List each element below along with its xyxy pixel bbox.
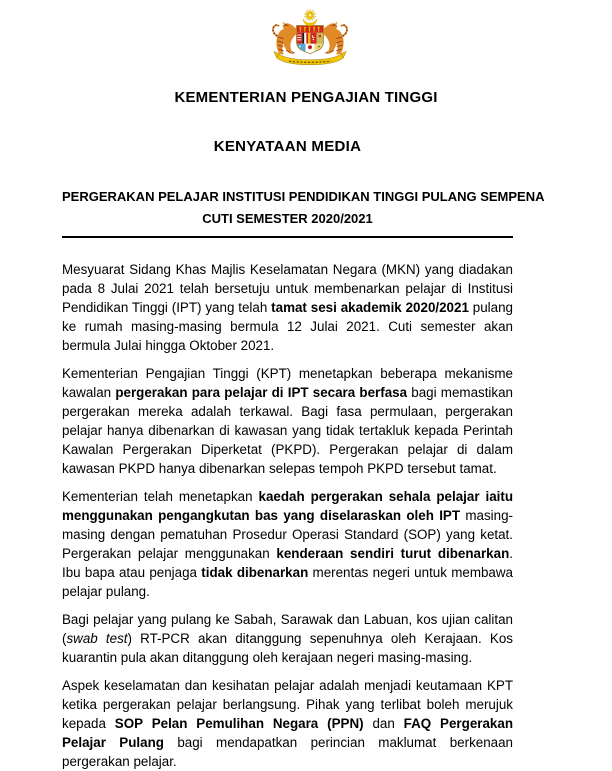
shield-icon [297, 26, 324, 55]
tiger-left-icon [273, 22, 296, 55]
document-title-line-2: CUTI SEMESTER 2020/2021 [202, 211, 373, 226]
body-paragraph-4: Bagi pelajar yang pulang ke Sabah, Sarawak dan Labuan, kos ujian calitan (swab test) RT-PCR akan ditanggung sepenuhnya oleh Kerajaan. Kos kuarantin pula akan ditanggung oleh kerajaan negeri masing-masing. [62, 612, 513, 665]
media-statement-heading: KENYATAAN MEDIA [213, 138, 362, 155]
star-crescent-icon [303, 9, 317, 26]
crest-container [4, 0, 612, 70]
title-divider [62, 236, 513, 238]
body-paragraph-3: Kementerian telah menetapkan kaedah pergerakan sehala pelajar iaitu menggunakan pengangkutan bas yang diselaraskan oleh IPT masing-masing dengan pematuhan Prosedur Operasi Standard (SOP) yang ketat. Pergerakan pelajar menggunakan kenderaan sendiri turut dibenarkan. Ibu bapa atau penjaga tidak dibenarkan merentas negeri untuk membawa pelajar pulang. [62, 489, 513, 599]
malaysia-coat-of-arms-icon [261, 7, 359, 70]
document-title-line-1: PERGERAKAN PELAJAR INSTITUSI PENDIDIKAN TINGGI PULANG SEMPENA [62, 189, 545, 204]
body-paragraph-1: Mesyuarat Sidang Khas Majlis Keselamatan Negara (MKN) yang diadakan pada 8 Julai 2021 telah bersetuju untuk membenarkan pelajar di Institusi Pendidikan Tinggi (IPT) yang telah tamat sesi akademik 2020/2021 pulang ke rumah masing-masing bermula 12 Julai 2021. Cuti semester akan bermula Julai hingga Oktober 2021. [62, 262, 513, 353]
body-paragraph-5: Aspek keselamatan dan kesihatan pelajar adalah menjadi keutamaan KPT ketika pergerakan pelajar berlangsung. Pihak yang terlibat boleh merujuk kepada SOP Pelan Pemulihan Negara (PPN) dan FAQ Pergerakan Pelajar Pulang bagi mendapatkan perincian maklumat berkenaan pergerakan pelajar. [62, 678, 513, 769]
document-body [62, 138, 545, 771]
body-paragraph-2: Kementerian Pengajian Tinggi (KPT) menetapkan beberapa mekanisme kawalan pergerakan para pelajar di IPT secara berfasa bagi memastikan pergerakan mereka adalah terkawal. Bagi fasa permulaan, pergerakan pelajar hanya dibenarkan di kawasan yang tidak tertakluk kepada Perintah Kawalan Pergerakan Diperketat (PKPD). Pergerakan pelajar di dalam kawasan PKPD hanya dibenarkan selepas tempoh PKPD tersebut tamat. [62, 366, 513, 476]
tiger-right-icon [324, 22, 347, 55]
ministry-name: KEMENTERIAN PENGAJIAN TINGGI [174, 89, 438, 106]
document-title [62, 186, 545, 230]
